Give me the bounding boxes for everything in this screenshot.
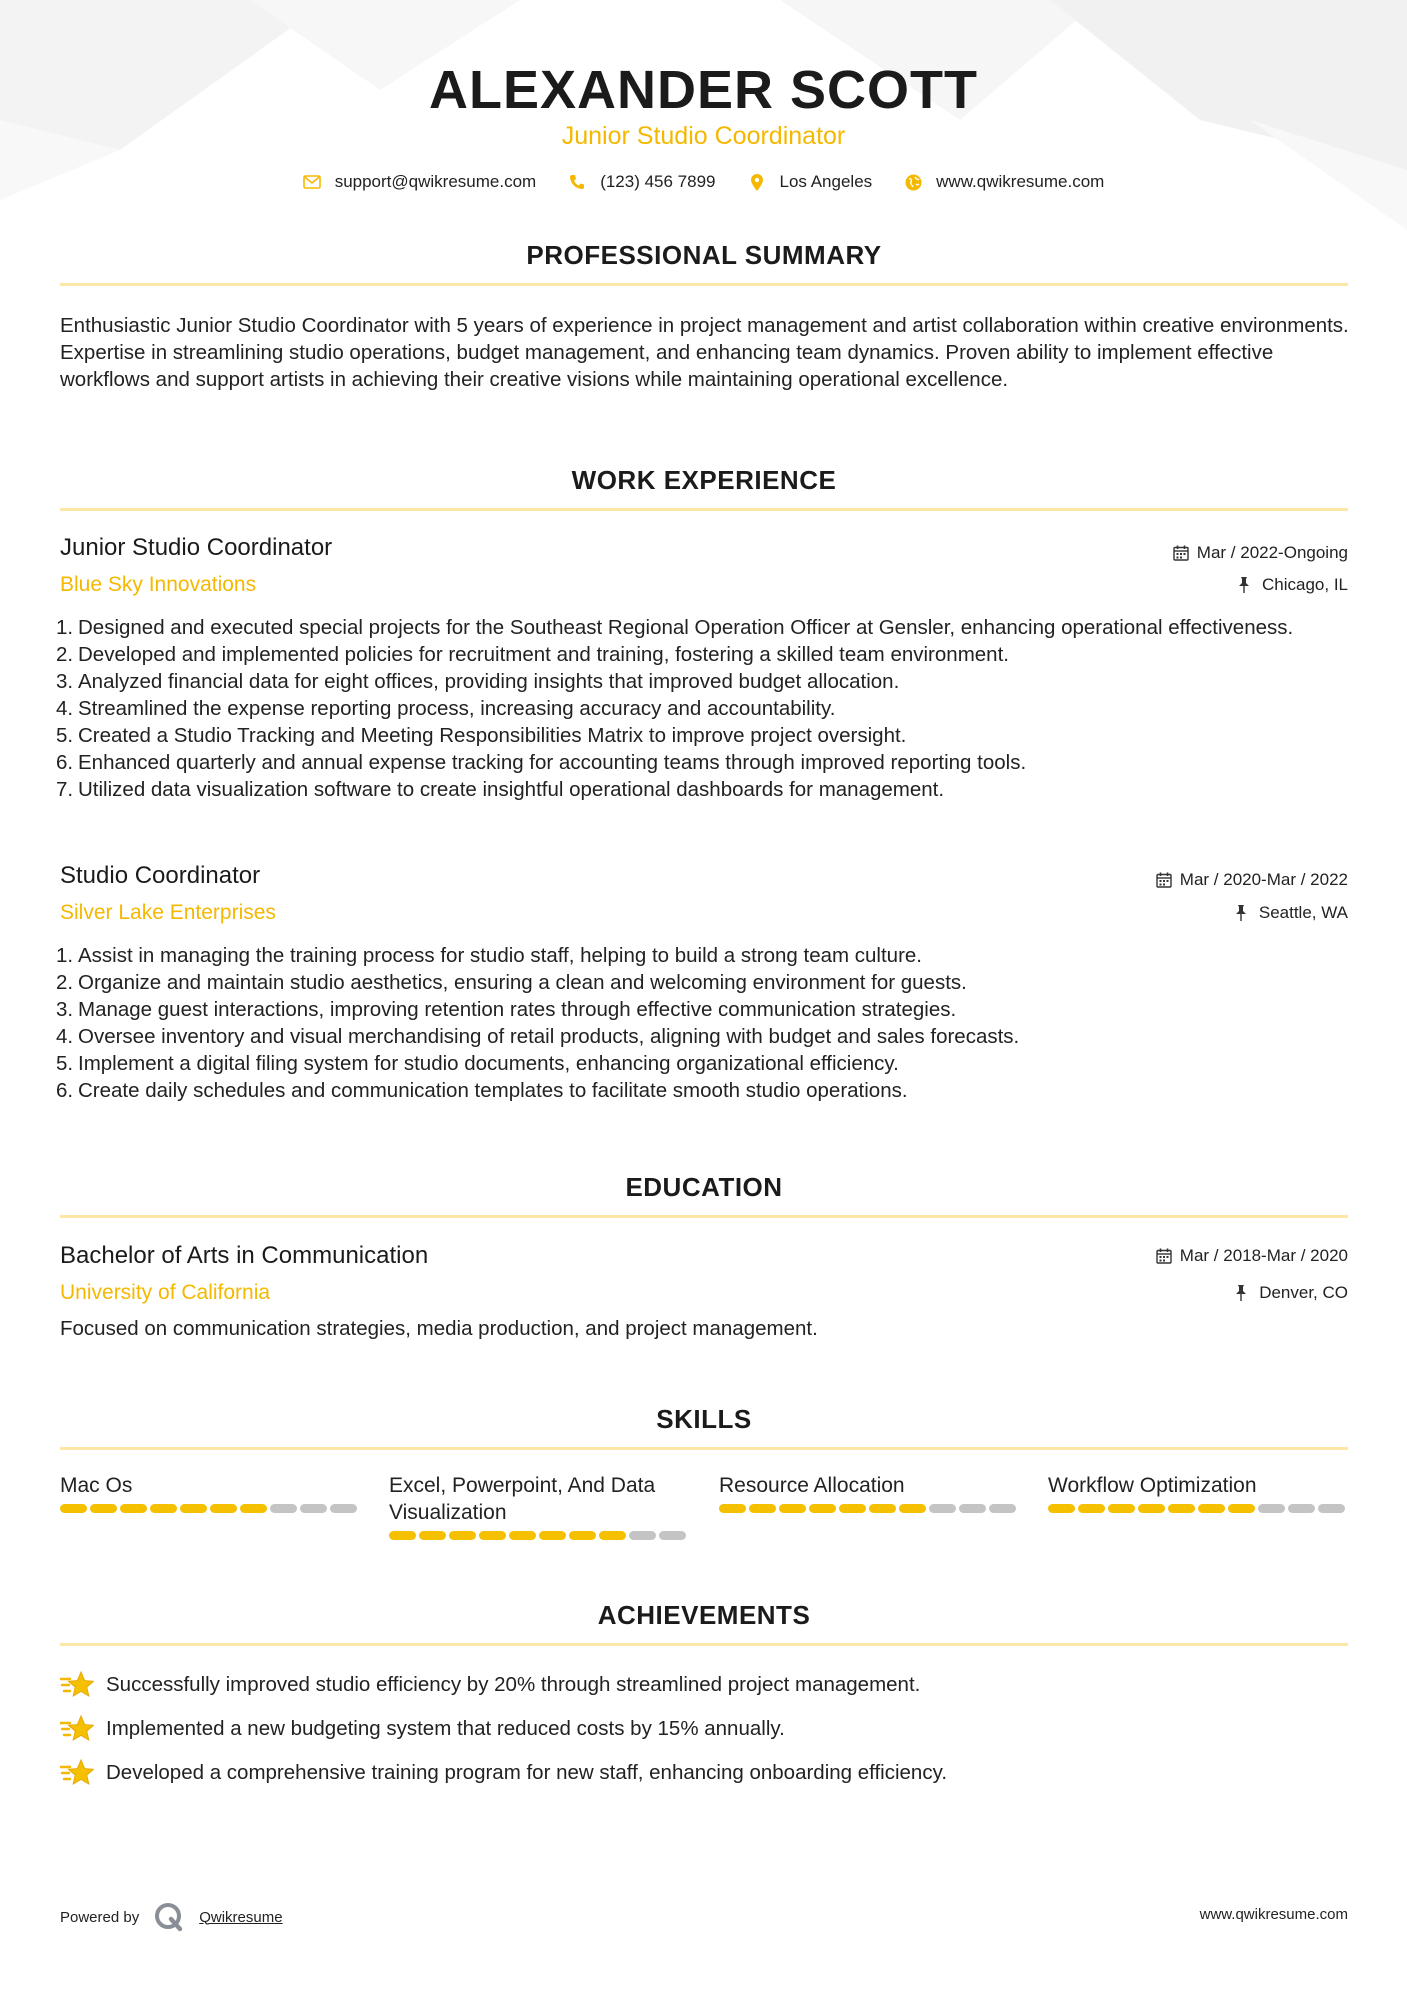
contact-phone[interactable]	[568, 172, 715, 192]
achievement-text: Implemented a new budgeting system that reduced costs by 15% annually.	[106, 1717, 785, 1740]
skill-item	[1048, 1472, 1348, 1513]
skill-dot-filled	[479, 1531, 506, 1540]
education-location-text: Denver, CO	[1259, 1283, 1348, 1302]
powered-by-text: Powered by	[60, 1908, 140, 1926]
section-title-experience: WORK EXPERIENCE	[571, 465, 837, 495]
skill-dot-empty	[629, 1531, 656, 1540]
list-item: 2. Developed and implemented policies for recruitment and training, fostering a skilled team environment.	[56, 643, 1009, 666]
skill-dot-filled	[1078, 1504, 1105, 1513]
job-location	[1238, 575, 1348, 595]
job-dates-text: Mar / 2022-Ongoing	[1196, 543, 1348, 562]
job-location-text: Chicago, IL	[1262, 575, 1348, 594]
job-title: Studio Coordinator	[60, 862, 261, 889]
skill-dot-empty	[989, 1504, 1016, 1513]
skill-level-dots	[1048, 1504, 1348, 1513]
contact-website-text: www.qwikresume.com	[936, 172, 1105, 191]
skill-dot-filled	[90, 1504, 117, 1513]
calendar-icon	[1173, 545, 1189, 561]
skill-dot-filled	[180, 1504, 207, 1513]
skill-item	[60, 1472, 360, 1513]
achievement-text: Successfully improved studio efficiency by 20% through streamlined project management.	[106, 1673, 921, 1696]
skill-dot-filled	[389, 1531, 416, 1540]
contact-website[interactable]	[904, 172, 1104, 192]
list-item: 4. Streamlined the expense reporting process, increasing accuracy and accountability.	[56, 697, 836, 720]
footer-powered-by	[60, 1901, 283, 1933]
skill-dot-filled	[599, 1531, 626, 1540]
skill-dot-filled	[210, 1504, 237, 1513]
skill-dot-filled	[899, 1504, 926, 1513]
list-item: 6. Create daily schedules and communication templates to facilitate smooth studio operations.	[56, 1079, 908, 1102]
calendar-icon	[1156, 1248, 1172, 1264]
section-title-skills: SKILLS	[656, 1404, 752, 1434]
skill-dot-filled	[569, 1531, 596, 1540]
candidate-name: ALEXANDER SCOTT	[428, 60, 978, 120]
calendar-icon	[1156, 872, 1172, 888]
education-dates-text: Mar / 2018-Mar / 2020	[1179, 1246, 1348, 1265]
section-divider	[60, 283, 1348, 286]
skill-dot-filled	[1168, 1504, 1195, 1513]
skill-dot-filled	[240, 1504, 267, 1513]
list-item: 1. Assist in managing the training process for studio staff, helping to build a strong team culture.	[56, 944, 923, 967]
envelope-icon	[303, 173, 321, 191]
job-dates-text: Mar / 2020-Mar / 2022	[1179, 870, 1348, 889]
achievement-item	[60, 1670, 920, 1700]
skill-level-dots	[719, 1504, 1019, 1513]
phone-icon	[568, 173, 586, 191]
job-dates	[1173, 543, 1348, 563]
job-title: Junior Studio Coordinator	[60, 534, 333, 561]
skill-dot-filled	[120, 1504, 147, 1513]
resume-header	[0, 58, 1407, 152]
job-company: Blue Sky Innovations	[60, 573, 257, 596]
shooting-star-icon	[60, 1714, 94, 1744]
skill-dot-empty	[659, 1531, 686, 1540]
list-item: 4. Oversee inventory and visual merchandising of retail products, aligning with budget and sales forecasts.	[56, 1025, 1020, 1048]
skill-name: Excel, Powerpoint, And Data Visualization	[389, 1474, 656, 1524]
skill-name: Mac Os	[60, 1474, 133, 1497]
skill-dot-filled	[869, 1504, 896, 1513]
skill-name: Resource Allocation	[719, 1474, 905, 1497]
skill-dot-filled	[1198, 1504, 1225, 1513]
skill-dot-filled	[419, 1531, 446, 1540]
contact-phone-text: (123) 456 7899	[600, 172, 716, 191]
section-divider	[60, 1215, 1348, 1218]
job-dates	[1156, 870, 1348, 890]
pushpin-icon	[1235, 1285, 1251, 1301]
skill-item	[389, 1472, 689, 1540]
shooting-star-icon	[60, 1670, 94, 1700]
skill-dot-filled	[60, 1504, 87, 1513]
section-title-achievements: ACHIEVEMENTS	[597, 1600, 811, 1630]
section-divider	[60, 1643, 1348, 1646]
summary-text: Enthusiastic Junior Studio Coordinator with 5 years of experience in project management and artist collaboration within creative environments. Expertise in streamlining studio operations, budget management, and enhancing team dynamics. Proven ability to implement effective workflows and support artists in achieving their creative visions while maintaining operational excellence.	[60, 314, 1349, 391]
contact-location	[748, 172, 873, 192]
contact-bar	[0, 172, 1407, 192]
map-pin-icon	[748, 173, 766, 191]
qwikresume-logo-icon	[153, 1901, 185, 1933]
skill-dot-empty	[929, 1504, 956, 1513]
section-title-education: EDUCATION	[625, 1172, 783, 1202]
skill-dot-filled	[809, 1504, 836, 1513]
skill-dot-empty	[300, 1504, 327, 1513]
skill-dot-empty	[1318, 1504, 1345, 1513]
list-item: 2. Organize and maintain studio aesthetics, ensuring a clean and welcoming environment for guests.	[56, 971, 967, 994]
education-dates	[1156, 1246, 1348, 1266]
pushpin-icon	[1235, 905, 1251, 921]
job-location-text: Seattle, WA	[1258, 903, 1348, 922]
skill-dot-filled	[1138, 1504, 1165, 1513]
education-degree: Bachelor of Arts in Communication	[60, 1242, 429, 1269]
achievement-item	[60, 1714, 785, 1744]
skill-level-dots	[389, 1531, 689, 1540]
skill-dot-filled	[719, 1504, 746, 1513]
contact-email[interactable]	[303, 172, 537, 192]
education-description: Focused on communication strategies, media production, and project management.	[60, 1317, 818, 1340]
globe-icon	[904, 173, 922, 191]
job-company: Silver Lake Enterprises	[60, 901, 276, 924]
skill-dot-filled	[1048, 1504, 1075, 1513]
skill-dot-filled	[779, 1504, 806, 1513]
skill-level-dots	[60, 1504, 360, 1513]
qwikresume-link[interactable]: Qwikresume	[199, 1908, 283, 1926]
education-location	[1235, 1283, 1348, 1303]
skill-dot-filled	[1228, 1504, 1255, 1513]
contact-location-text: Los Angeles	[779, 172, 873, 191]
section-divider	[60, 1447, 1348, 1450]
job-bullets	[52, 942, 1352, 1104]
skill-dot-filled	[539, 1531, 566, 1540]
skill-dot-empty	[270, 1504, 297, 1513]
list-item: 6. Enhanced quarterly and annual expense tracking for accounting teams through improved reporting tools.	[56, 751, 1027, 774]
skill-dot-empty	[330, 1504, 357, 1513]
list-item: 1. Designed and executed special projects for the Southeast Regional Operation Officer at Gensler, enhancing operational effectiveness.	[56, 616, 1294, 639]
skill-dot-filled	[749, 1504, 776, 1513]
skill-name: Workflow Optimization	[1048, 1474, 1257, 1497]
skill-item	[719, 1472, 1019, 1513]
section-divider	[60, 508, 1348, 511]
skill-dot-filled	[839, 1504, 866, 1513]
list-item: 5. Implement a digital filing system for studio documents, enhancing organizational efficiency.	[56, 1052, 899, 1075]
achievement-item	[60, 1758, 947, 1788]
skill-dot-filled	[1108, 1504, 1135, 1513]
list-item: 3. Manage guest interactions, improving retention rates through effective communication strategies.	[56, 998, 957, 1021]
list-item: 3. Analyzed financial data for eight offices, providing insights that improved budget allocation.	[56, 670, 900, 693]
skill-dot-filled	[150, 1504, 177, 1513]
list-item: 5. Created a Studio Tracking and Meeting Responsibilities Matrix to improve project oversight.	[56, 724, 907, 747]
shooting-star-icon	[60, 1758, 94, 1788]
skill-dot-empty	[1258, 1504, 1285, 1513]
section-title-summary: PROFESSIONAL SUMMARY	[526, 240, 882, 270]
skill-dot-empty	[959, 1504, 986, 1513]
footer-website[interactable]: www.qwikresume.com	[1199, 1906, 1348, 1923]
candidate-role: Junior Studio Coordinator	[561, 122, 846, 150]
skill-dot-filled	[509, 1531, 536, 1540]
job-bullets	[52, 614, 1352, 803]
skill-dot-empty	[1288, 1504, 1315, 1513]
contact-email-text: support@qwikresume.com	[334, 172, 537, 191]
education-school: University of California	[60, 1281, 271, 1304]
job-location	[1235, 903, 1348, 923]
skill-dot-filled	[449, 1531, 476, 1540]
pushpin-icon	[1238, 577, 1254, 593]
list-item: 7. Utilized data visualization software to create insightful operational dashboards for management.	[56, 778, 945, 801]
achievement-text: Developed a comprehensive training program for new staff, enhancing onboarding efficiency.	[106, 1761, 948, 1784]
